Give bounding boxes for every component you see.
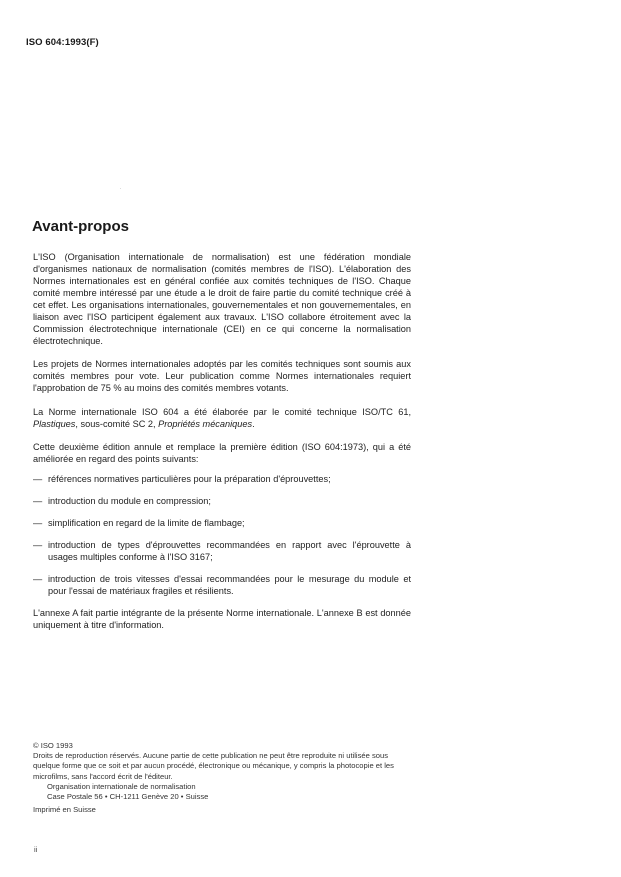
publisher-address: Case Postale 56 • CH-1211 Genève 20 • Suisse: [47, 792, 209, 802]
list-item-text: simplification en regard de la limite de flambage;: [48, 517, 245, 528]
changes-list: [33, 473, 411, 597]
list-item-text: introduction de trois vitesses d'essai recommandées pour le mesurage du module et pour l'essai de matériaux fragiles et résilients.: [48, 573, 411, 596]
dash-bullet: —: [33, 573, 43, 584]
paragraph-annexes: L'annexe A fait partie intégrante de la présente Norme internationale. L'annexe B est donnée uniquement à titre d'information.: [33, 608, 411, 631]
rights-notice: Droits de reproduction réservés. Aucune partie de cette publication ne peut être reproduite ni utilisée sous quelque forme que ce soit et par aucun procédé, électronique ou mécanique, y compris la photocopie et les microfilms, sans l'accord écrit de l'éditeur.: [33, 751, 394, 781]
committee-text-mid: , sous-comité SC 2,: [75, 418, 159, 429]
subcommittee-name: Propriétés mécaniques: [158, 418, 253, 429]
list-item: [33, 539, 411, 563]
list-item-text: références normatives particulières pour la préparation d'éprouvettes;: [48, 473, 331, 484]
paragraph-committee: [33, 406, 411, 430]
committee-name: Plastiques: [33, 418, 76, 429]
dash-bullet: —: [33, 539, 43, 550]
dash-bullet: —: [33, 495, 43, 506]
scan-speck: [120, 188, 121, 189]
list-item-text: introduction de types d'éprouvettes recommandées en rapport avec l'éprouvette à usages multiples conforme à l'ISO 3167;: [48, 539, 411, 562]
paragraph-edition: Cette deuxième édition annule et remplace la première édition (ISO 604:1973), qui a été améliorée en regard des points suivants:: [33, 441, 411, 464]
copyright-line: © ISO 1993: [33, 741, 73, 750]
printed-in: Imprimé en Suisse: [33, 805, 96, 815]
foreword-body: [33, 251, 411, 642]
list-item: [33, 473, 411, 485]
list-item: [33, 573, 411, 597]
list-item: [33, 495, 411, 507]
document-id: ISO 604:1993(F): [26, 37, 99, 48]
paragraph-voting: Les projets de Normes internationales adoptés par les comités techniques sont soumis aux comités membres pour vote. Leur publication comme Normes internationales requiert l'approbation de 75 % au moins des comités membres votants.: [33, 359, 411, 394]
dash-bullet: —: [33, 473, 43, 484]
publisher-name: Organisation internationale de normalisation: [47, 781, 196, 791]
paragraph-iso-intro: L'ISO (Organisation internationale de normalisation) est une fédération mondiale d'organismes nationaux de normalisation (comités membres de l'ISO). L'élaboration des Normes internationales est en général confiée aux comités techniques de l'ISO. Chaque comité membre intéressé par une étude a le droit de faire partie du comité technique créé à cet effet. Les organisations internationales, gouvernementales et non gouvernementales, en liaison avec l'ISO participent également aux travaux. L'ISO collabore étroitement avec la Commission électrotechnique internationale (CEI) en ce qui concerne la normalisation électrotechnique.: [33, 252, 411, 347]
section-title: Avant-propos: [32, 218, 129, 235]
list-item-text: introduction du module en compression;: [48, 495, 211, 506]
dash-bullet: —: [33, 517, 43, 528]
committee-text-end: .: [252, 418, 255, 429]
list-item: [33, 517, 411, 529]
copyright-block: [33, 741, 411, 815]
committee-text: La Norme internationale ISO 604 a été élaborée par le comité technique ISO/TC 61,: [33, 406, 411, 417]
page-number: ii: [34, 845, 38, 854]
